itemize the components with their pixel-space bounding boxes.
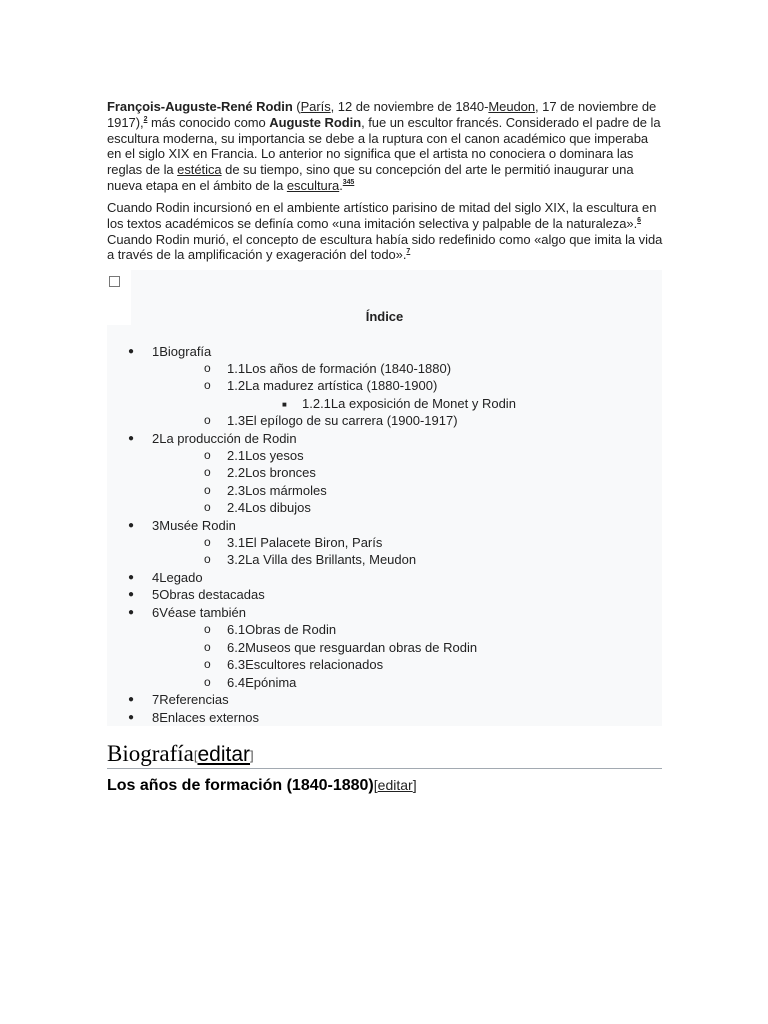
toc-number: 6	[152, 605, 160, 620]
toc-bullet-icon: o	[204, 361, 211, 375]
toc-bullet-icon: ●	[128, 607, 135, 618]
link-paris[interactable]: París	[300, 99, 331, 114]
toc-number: 1.1	[227, 361, 246, 376]
intro-text: de su tiempo, sino que su concepción del arte le permitió inaugurar una nueva etapa en el ámbito de la	[107, 162, 634, 193]
edit-bracket-close: ]	[250, 748, 254, 763]
subject-full-name: François-Auguste-René Rodin	[107, 99, 293, 114]
toc-bullet-icon: o	[204, 378, 211, 392]
toc-item-1-2-1[interactable]	[302, 395, 516, 412]
toc-bullet-icon: ■	[282, 400, 287, 409]
toc-number: 1	[152, 344, 160, 359]
intro-text: , fue un escultor francés. Considerado el padre de la escultura moderna, su importancia se debe a la ruptura con el canon académico que imperaba en el siglo XIX en Francia. Lo anterior no significa que el artista no conociera o dominara las reglas de la	[107, 114, 661, 178]
toc-item-7[interactable]	[152, 691, 229, 708]
toc-title: Índice	[365, 309, 404, 324]
second-paragraph	[107, 200, 663, 263]
heading-divider	[107, 768, 662, 769]
toc-bullet-icon: ●	[128, 433, 135, 444]
intro-paragraph	[107, 99, 663, 194]
toc-bullet-icon: ●	[128, 589, 135, 600]
toc-item-2-3[interactable]	[227, 482, 327, 499]
toc-item-2-1[interactable]	[227, 447, 304, 464]
toc-bullet-icon: ●	[128, 712, 135, 723]
toc-number: 3.1	[227, 535, 246, 550]
toc-bullet-icon: o	[204, 622, 211, 636]
toc-number: 8	[152, 710, 160, 725]
toc-number: 6.4	[227, 675, 246, 690]
toc-item-8[interactable]	[152, 709, 259, 726]
toc-item-6-1[interactable]	[227, 621, 336, 638]
link-escultura[interactable]: escultura	[286, 177, 340, 193]
toc-bullet-icon: o	[204, 413, 211, 427]
toc-label: Los dibujos	[245, 500, 311, 515]
toc-bullet-icon: o	[204, 640, 211, 654]
toc-item-3[interactable]	[152, 517, 236, 534]
toc-bullet-icon: ●	[128, 520, 135, 531]
toc-item-6[interactable]	[152, 604, 246, 621]
toc-label: Véase también	[159, 605, 246, 620]
toc-number: 2	[152, 431, 160, 446]
toc-number: 1.2.1	[302, 396, 331, 411]
toc-bullet-icon: o	[204, 465, 211, 479]
edit-formacion-link[interactable]: editar	[377, 777, 413, 793]
toc-item-3-1[interactable]	[227, 534, 382, 551]
toc-label: El Palacete Biron, París	[245, 535, 383, 550]
toc-bullet-icon: ●	[128, 694, 135, 705]
toc-bullet-icon: o	[204, 483, 211, 497]
toc-item-3-2[interactable]	[227, 551, 416, 568]
toc-label: Enlaces externos	[159, 710, 259, 725]
toc-bullet-icon: o	[204, 675, 211, 689]
toc-label: Museos que resguardan obras de Rodin	[245, 640, 478, 655]
reference-2[interactable]: 2	[143, 115, 148, 123]
toc-bullet-icon: ●	[128, 346, 135, 357]
toc-label: La madurez artística (1880-1900)	[245, 378, 438, 393]
toc-item-2[interactable]	[152, 430, 297, 447]
toc-label: La producción de Rodin	[159, 431, 297, 446]
toc-label: Biografía	[159, 344, 212, 359]
reference-345[interactable]: 345	[342, 178, 355, 186]
edit-bracket-open: [	[193, 748, 198, 763]
toc-label: El epílogo de su carrera (1900-1917)	[245, 413, 458, 428]
toc-number: 1.3	[227, 413, 246, 428]
toc-number: 3	[152, 518, 160, 533]
toc-number: 2.3	[227, 483, 246, 498]
reference-6[interactable]: 6	[637, 216, 641, 224]
toc-label: Musée Rodin	[159, 518, 236, 533]
edit-bracket-open: [	[373, 777, 378, 793]
toc-toggle-checkbox[interactable]	[109, 276, 120, 287]
toc-number: 5	[152, 587, 160, 602]
toc-label: Escultores relacionados	[245, 657, 384, 672]
toc-bullet-icon: o	[204, 552, 211, 566]
intro-text: más conocido como	[147, 114, 270, 130]
toc-item-6-2[interactable]	[227, 639, 477, 656]
toc-number: 2.2	[227, 465, 246, 480]
toc-item-1-1[interactable]	[227, 360, 451, 377]
edit-biografia-link[interactable]: editar	[197, 743, 251, 766]
link-meudon[interactable]: Meudon	[488, 99, 536, 114]
toc-number: 1.2	[227, 378, 246, 393]
toc-number: 4	[152, 570, 160, 585]
toc-bullet-icon: o	[204, 500, 211, 514]
toc-label: La Villa des Brillants, Meudon	[245, 552, 417, 567]
heading-biografia	[107, 740, 254, 770]
toc-item-1[interactable]	[152, 343, 211, 360]
toc-item-1-3[interactable]	[227, 412, 458, 429]
toc-number: 2.4	[227, 500, 246, 515]
toc-number: 3.2	[227, 552, 246, 567]
toc-number: 2.1	[227, 448, 246, 463]
link-estetica[interactable]: estética	[177, 162, 222, 178]
heading-formacion	[107, 774, 417, 797]
toc-number: 6.2	[227, 640, 246, 655]
reference-7[interactable]: 7	[406, 248, 411, 256]
intro-text: , 17 de noviembre de 1917),	[107, 99, 657, 130]
toc-item-1-2[interactable]	[227, 377, 437, 394]
toc-item-2-4[interactable]	[227, 499, 311, 516]
toc-bullet-icon: o	[204, 448, 211, 462]
toc-label: Los bronces	[245, 465, 316, 480]
toc-item-2-2[interactable]	[227, 464, 316, 481]
toc-number: 6.1	[227, 622, 246, 637]
intro-text: .	[339, 177, 343, 193]
toc-bullet-icon: o	[204, 657, 211, 671]
toc-item-6-4[interactable]	[227, 674, 296, 691]
second-text: Cuando Rodin murió, el concepto de escultura había sido redefinido como «algo que imita la vida a través de la amplificación y exageración del todo».	[107, 231, 663, 263]
toc-bullet-icon: o	[204, 535, 211, 549]
toc-item-4[interactable]	[152, 569, 203, 586]
toc-label: Legado	[159, 570, 203, 585]
toc-label: Obras destacadas	[159, 587, 265, 602]
toc-number: 6.3	[227, 657, 246, 672]
heading-biografia-title: Biografía	[107, 741, 194, 766]
toc-label: Los años de formación (1840-1880)	[245, 361, 452, 376]
toc-number: 7	[152, 692, 160, 707]
heading-formacion-title: Los años de formación (1840-1880)	[107, 777, 374, 794]
toc-item-6-3[interactable]	[227, 656, 383, 673]
toc-label: La exposición de Monet y Rodin	[330, 396, 516, 411]
intro-text: (	[292, 99, 301, 114]
second-text: Cuando Rodin incursionó en el ambiente artístico parisino de mitad del siglo XIX, la escultura en los textos académicos se definía como «una imitación selectiva y palpable de la naturaleza».	[107, 200, 657, 231]
toc-label: Los mármoles	[245, 483, 327, 498]
toc-item-5[interactable]	[152, 586, 265, 603]
subject-known-name: Auguste Rodin	[269, 114, 362, 130]
toc-label: Los yesos	[245, 448, 304, 463]
toc-bullet-icon: ●	[128, 572, 135, 583]
edit-bracket-close: ]	[412, 777, 417, 793]
toc-label: Referencias	[159, 692, 229, 707]
intro-text: , 12 de noviembre de 1840-	[330, 99, 489, 114]
toc-label: Epónima	[245, 675, 297, 690]
table-of-contents	[107, 270, 662, 726]
toc-label: Obras de Rodin	[245, 622, 337, 637]
